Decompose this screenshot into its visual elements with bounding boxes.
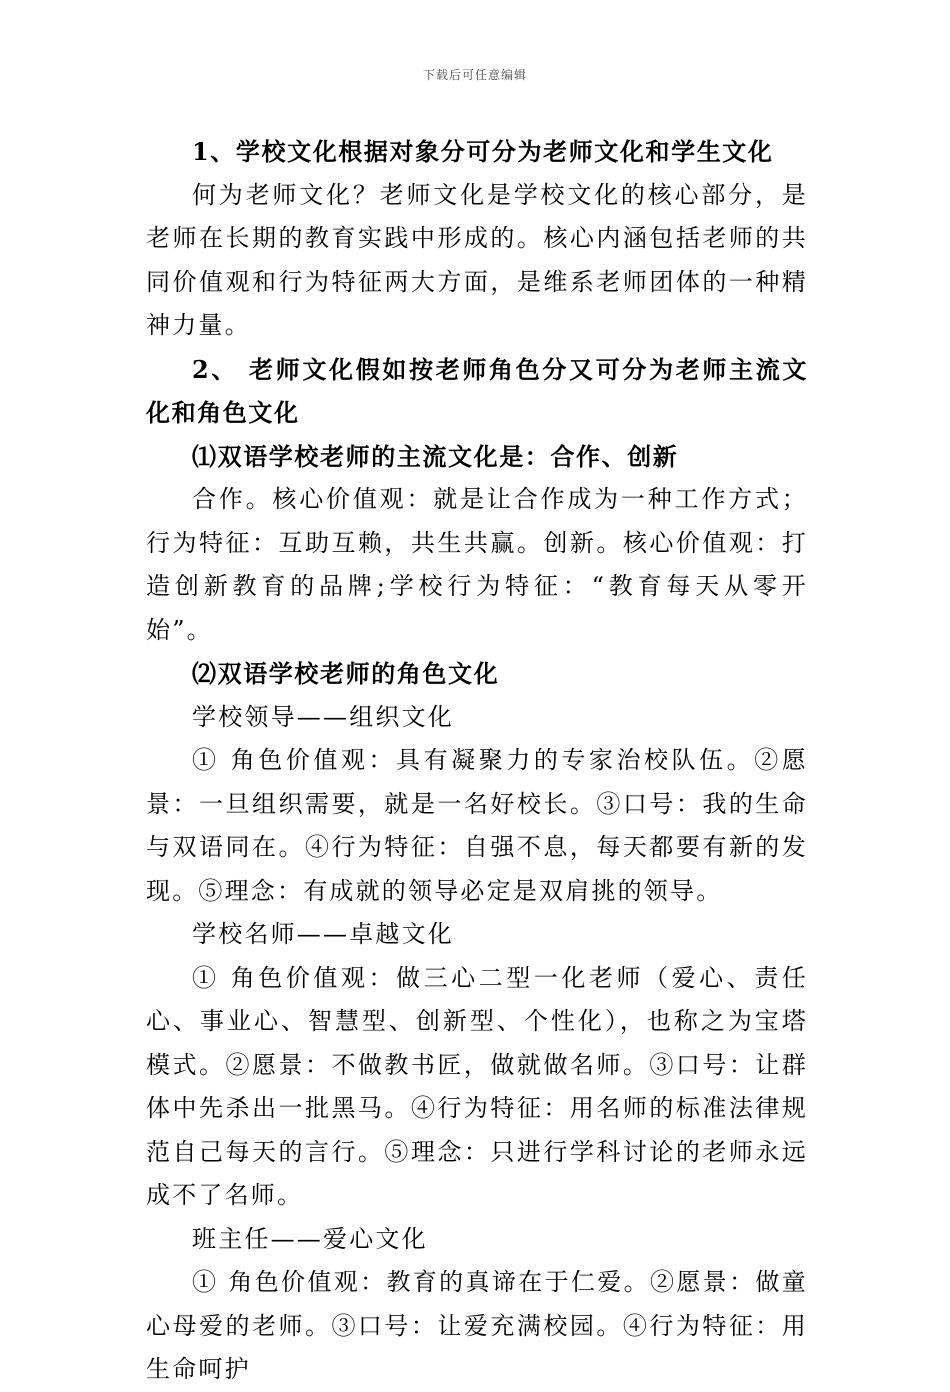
role-title-leader: 学校领导——组织文化 (192, 702, 454, 731)
role-title-famous-teacher: 学校名师——卓越文化 (192, 920, 454, 948)
role-title-head-teacher: 班主任——爱心文化 (192, 1224, 428, 1253)
subsection-heading-2: ⑵双语学校老师的角色文化 (192, 659, 500, 688)
body-paragraph: 合作。核心价值观：就是让合作成为一种工作方式；行为特征：互助互赖，共生共赢。创新。核心价值观：打造创新教育的品牌;学校行为特征：“教育每天从零开始”。 (146, 485, 808, 644)
section-heading-2: 2、 老师文化假如按老师角色分又可分为老师主流文化和角色文化 (146, 354, 808, 427)
body-paragraph: ① 角色价值观：教育的真谛在于仁爱。②愿景：做童心母爱的老师。③口号：让爱充满校园。④行为特征：用生命呵护 (146, 1268, 808, 1383)
body-paragraph: 何为老师文化？老师文化是学校文化的核心部分，是老师在长期的教育实践中形成的。核心内涵包括老师的共同价值观和行为特征两大方面，是维系老师团体的一种精神力量。 (146, 180, 808, 339)
document-body (146, 130, 808, 1392)
body-paragraph: ① 角色价值观：做三心二型一化老师（爱心、责任心、事业心、智慧型、创新型、个性化），也称之为宝塔模式。②愿景：不做教书匠，做就做名师。③口号：让群体中先杀出一批黑马。④行为特征：用名师的标准法律规范自己每天的言行。⑤理念：只进行学科讨论的老师永远成不了名师。 (146, 963, 808, 1209)
subsection-heading-1: ⑴双语学校老师的主流文化是：合作、创新 (192, 441, 679, 471)
page-header-note: 下载后可任意编辑 (422, 68, 527, 82)
section-heading-1: 1、学校文化根据对象分可分为老师文化和学生文化 (192, 137, 774, 166)
body-paragraph: ① 角色价值观：具有凝聚力的专家治校队伍。②愿景：一旦组织需要，就是一名好校长。③口号：我的生命与双语同在。④行为特征：自强不息，每天都要有新的发现。⑤理念：有成就的领导必定是双肩挑的领导。 (146, 746, 808, 905)
